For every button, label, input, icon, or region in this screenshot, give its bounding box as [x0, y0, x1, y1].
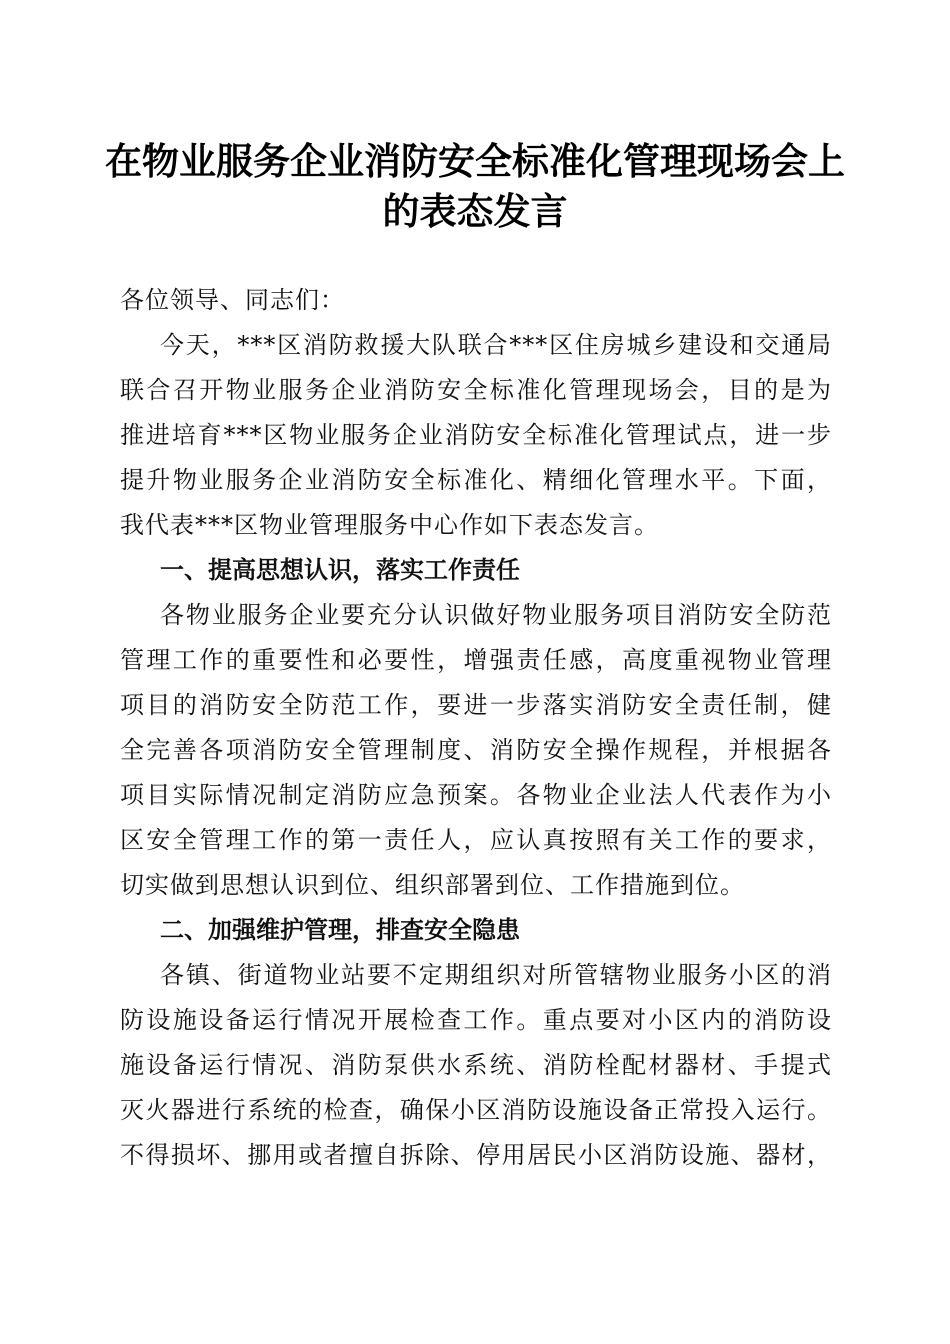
paragraph-3-line-1: 各镇、街道物业站要不定期组织对所管辖物业服务小区的消: [160, 961, 832, 989]
paragraph-2-line-7: 切实做到思想认识到位、组织部署到位、工作措施到位。: [120, 871, 745, 899]
paragraph-1-line-5: 我代表***区物业管理服务中心作如下表态发言。: [120, 511, 659, 539]
paragraph-1-line-4: 提升物业服务企业消防安全标准化、精细化管理水平。下面，: [120, 466, 832, 494]
title-line-1: 在物业服务企业消防安全标准化管理现场会上: [105, 139, 845, 183]
paragraph-3-line-4: 灭火器进行系统的检查，确保小区消防设施设备正常投入运行。: [120, 1096, 832, 1124]
paragraph-3-line-5: 不得损坏、挪用或者擅自拆除、停用居民小区消防设施、器材，: [120, 1141, 832, 1169]
paragraph-1-line-2: 联合召开物业服务企业消防安全标准化管理现场会，目的是为: [120, 376, 832, 404]
salutation: 各位领导、同志们：: [120, 286, 345, 314]
paragraph-2-line-6: 区安全管理工作的第一责任人，应认真按照有关工作的要求，: [120, 826, 832, 854]
paragraph-2-line-2: 管理工作的重要性和必要性，增强责任感，高度重视物业管理: [120, 646, 832, 674]
paragraph-2-line-3: 项目的消防安全防范工作，要进一步落实消防安全责任制，健: [120, 691, 832, 719]
section-heading-2: 二、加强维护管理，排查安全隐患: [160, 916, 520, 944]
title-line-2: 的表态发言: [382, 189, 568, 233]
document-title: [100, 136, 850, 236]
section-heading-1: 一、提高思想认识，落实工作责任: [160, 556, 520, 584]
paragraph-2-line-1: 各物业服务企业要充分认识做好物业服务项目消防安全防范: [160, 601, 832, 629]
paragraph-3-line-3: 施设备运行情况、消防泵供水系统、消防栓配材器材、手提式: [120, 1051, 832, 1079]
document-body: [120, 278, 832, 1178]
paragraph-2-line-4: 全完善各项消防安全管理制度、消防安全操作规程，并根据各: [120, 736, 832, 764]
paragraph-2-line-5: 项目实际情况制定消防应急预案。各物业企业法人代表作为小: [120, 781, 832, 809]
paragraph-1-line-3: 推进培育***区物业服务企业消防安全标准化管理试点，进一步: [120, 421, 832, 449]
paragraph-1-line-1: 今天，***区消防救援大队联合***区住房城乡建设和交通局: [160, 331, 832, 359]
paragraph-3-line-2: 防设施设备运行情况开展检查工作。重点要对小区内的消防设: [120, 1006, 832, 1034]
